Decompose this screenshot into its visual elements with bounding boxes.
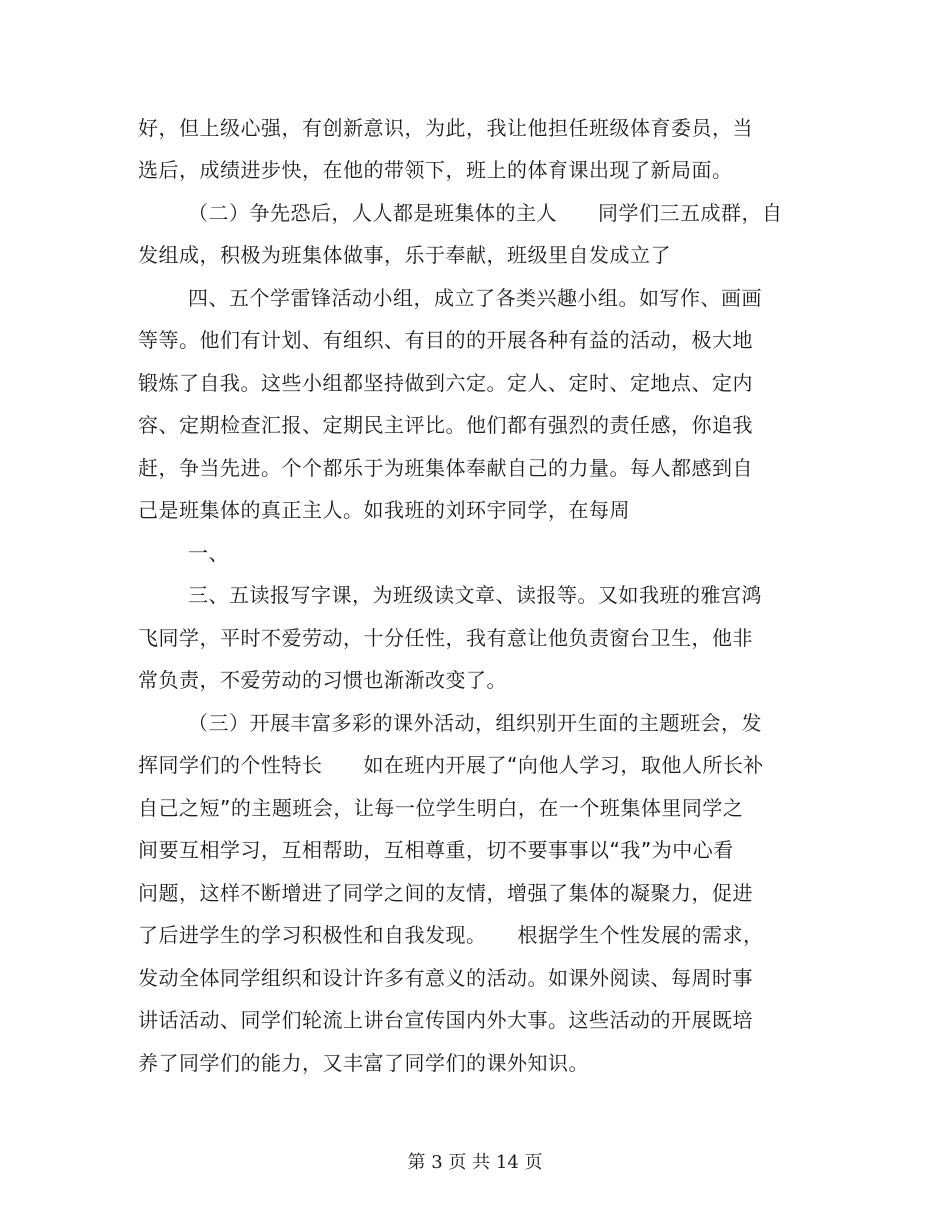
text-line: （二）争先恐后，人人都是班集体的主人 同学们三五成群，自 [188, 201, 783, 225]
text-line: 自己之短”的主题班会，让每一位学生明白，在一个班集体里同学之 [138, 796, 744, 820]
text-line: 问题，这样不断增进了同学之间的友情，增强了集体的凝聚力，促进 [138, 881, 753, 905]
text-line: 养了同学们的能力，又丰富了同学们的课外知识。 [138, 1051, 589, 1075]
text-line: 赶，争当先进。个个都乐于为班集体奉献自己的力量。每人都感到自 [138, 456, 753, 480]
page-footer [0, 1150, 950, 1176]
text-line: 讲话活动、同学们轮流上讲台宣传国内外大事。这些活动的开展既培 [138, 1008, 753, 1032]
text-line: 锻炼了自我。这些小组都坚持做到六定。定人、定时、定地点、定内 [138, 371, 753, 395]
footer-suffix: 页 [524, 1152, 543, 1173]
text-line: 三、五读报写字课，为班级读文章、读报等。又如我班的雅宫鸿 [188, 583, 762, 607]
text-line: 常负责，不爱劳动的习惯也渐渐改变了。 [138, 668, 507, 692]
text-line: 一、 [188, 541, 229, 565]
text-line: （三）开展丰富多彩的课外活动，组织别开生面的主题班会，发 [188, 711, 762, 735]
text-line: 飞同学，平时不爱劳动，十分任性，我有意让他负责窗台卫生，他非 [138, 626, 753, 650]
text-line: 好，但上级心强，有创新意识，为此，我让他担任班级体育委员，当 [138, 116, 753, 140]
text-line: 等等。他们有计划、有组织、有目的的开展各种有益的活动，极大地 [138, 328, 753, 352]
text-line: 了后进学生的学习积极性和自我发现。 根据学生个性发展的需求， [138, 923, 764, 947]
text-line: 四、五个学雷锋活动小组，成立了各类兴趣小组。如写作、画画 [188, 286, 762, 310]
footer-prefix: 第 [407, 1152, 426, 1173]
text-line: 发组成，积极为班集体做事，乐于奉献，班级里自发成立了 [138, 243, 671, 267]
footer-middle: 页 共 [448, 1152, 491, 1173]
text-line: 发动全体同学组织和设计许多有意义的活动。如课外阅读、每周时事 [138, 966, 753, 990]
total-pages-number: 14 [495, 1152, 519, 1173]
text-line: 挥同学们的个性特长 如在班内开展了“向他人学习，取他人所长补 [138, 753, 764, 777]
text-line: 选后，成绩进步快，在他的带领下，班上的体育课出现了新局面。 [138, 158, 733, 182]
text-line: 容、定期检查汇报、定期民主评比。他们都有强烈的责任感，你追我 [138, 413, 753, 437]
current-page-number: 3 [431, 1152, 443, 1173]
text-line: 己是班集体的真正主人。如我班的刘环宇同学，在每周 [138, 498, 630, 522]
text-line: 间要互相学习，互相帮助，互相尊重，切不要事事以“我”为中心看 [138, 838, 734, 862]
